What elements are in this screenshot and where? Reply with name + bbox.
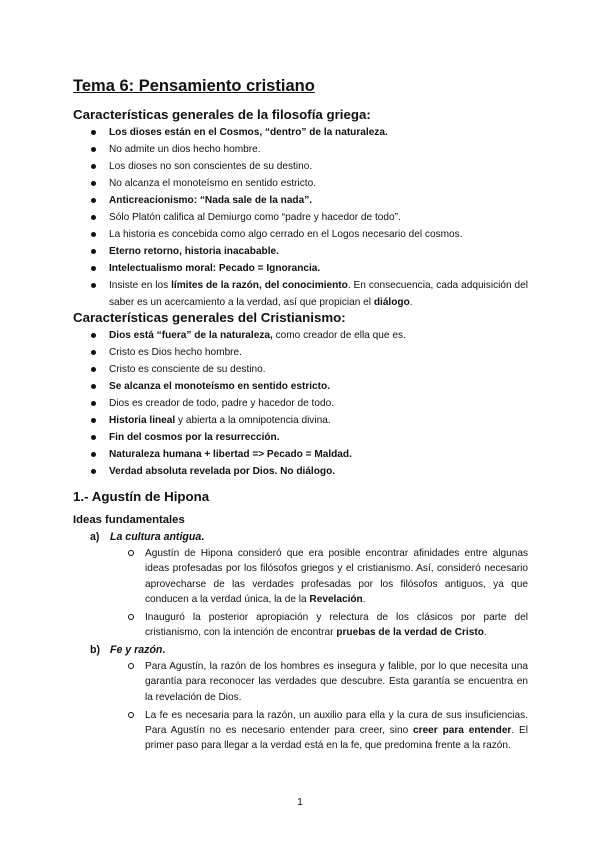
- list-item: Los dioses están en el Cosmos, “dentro” de la naturaleza.: [90, 124, 528, 141]
- item-text: Agustín de Hipona consideró que era posible encontrar afinidades entre algunas ideas profesadas por los filósofos griegos y el cristianismo. Así, consideró necesario aprovecharse de las verdades profesadas por los filósofos antiguos, ya que conducen a la verdad única, la de la: [145, 548, 528, 605]
- point-a-heading: [90, 529, 204, 545]
- list-item: Fin del cosmos por la resurrección.: [90, 429, 528, 446]
- list-item: [128, 546, 528, 607]
- item-text: . El primer paso para llegar a la verdad está en la fe, que predomina frente a la razón.: [145, 725, 528, 752]
- list-item: Dios es creador de todo, padre y hacedor de todo.: [90, 395, 528, 412]
- point-title: Fe y razón: [110, 644, 163, 656]
- list-item: Anticreacionismo: “Nada sale de la nada”.: [90, 192, 528, 209]
- item-text: Insiste en los: [109, 280, 172, 291]
- point-marker: a): [90, 531, 100, 543]
- item-text: La fe es necesaria para la razón, un auxilio para ella y la cura de sus insuficiencias. Para Agustín no es necesario entender para creer, sino: [145, 709, 528, 737]
- section-heading: 1.- Agustín de Hipona: [73, 489, 210, 504]
- point-title: La cultura antigua: [110, 531, 202, 543]
- page-title: Tema 6: Pensamiento cristiano: [73, 77, 315, 95]
- point-b-heading: [90, 642, 165, 658]
- point-a-list: [128, 546, 528, 641]
- christian-heading: Características generales del Cristianismo:: [73, 310, 346, 325]
- item-text: como creador de ella que es.: [272, 330, 406, 341]
- list-item: Cristo es consciente de su destino.: [90, 361, 528, 378]
- list-item: [128, 708, 528, 754]
- list-item: No alcanza el monoteísmo en sentido estricto.: [90, 175, 528, 192]
- list-item: Se alcanza el monoteísmo en sentido estricto.: [90, 378, 528, 395]
- point-title-dot: .: [162, 644, 166, 656]
- item-text: Inauguró la posterior apropiación y relectura de los clásicos por parte del cristianismo, con la intención de encontrar: [145, 612, 528, 639]
- item-text: y abierta a la omnipotencia divina.: [175, 415, 331, 426]
- item-bold-text: Historia lineal: [109, 415, 176, 426]
- list-item: Sólo Platón califica al Demiurgo como “padre y hacedor de todo”.: [90, 209, 528, 226]
- item-bold-text: creer para entender: [413, 725, 512, 737]
- point-marker: b): [90, 644, 100, 656]
- point-title-dot: .: [201, 531, 205, 543]
- item-bold-text: Revelación: [309, 593, 363, 605]
- greek-list: [90, 124, 528, 311]
- item-text: .: [362, 593, 366, 605]
- christian-list: [90, 327, 528, 480]
- point-b-list: [128, 659, 528, 754]
- list-item: Eterno retorno, historia inacabable.: [90, 243, 528, 260]
- page-number: 1: [297, 796, 303, 808]
- subsection-heading: Ideas fundamentales: [73, 514, 185, 526]
- item-bold-text: diálogo: [373, 297, 410, 308]
- list-item: [128, 610, 528, 641]
- list-item: Verdad absoluta revelada por Dios. No diálogo.: [90, 463, 528, 480]
- item-text: .: [483, 627, 487, 639]
- list-item: La historia es concebida como algo cerrado en el Logos necesario del cosmos.: [90, 226, 528, 243]
- list-item: Los dioses no son conscientes de su destino.: [90, 158, 528, 175]
- list-item: Para Agustín, la razón de los hombres es insegura y falible, por lo que necesita una garantía para reconocer las verdades que descubre. Esta garantía se encuentra en la revelación de Dios.: [128, 659, 528, 705]
- list-item: [90, 327, 528, 344]
- item-bold-text: pruebas de la verdad de Cristo: [336, 627, 484, 639]
- item-bold-text: límites de la razón, del conocimiento: [171, 280, 348, 291]
- item-text: .: [409, 297, 413, 308]
- list-item: Intelectualismo moral: Pecado = Ignorancia.: [90, 260, 528, 277]
- list-item: No admite un dios hecho hombre.: [90, 141, 528, 158]
- list-item: Cristo es Dios hecho hombre.: [90, 344, 528, 361]
- item-bold-text: Dios está “fuera” de la naturaleza,: [109, 330, 273, 341]
- item-text: . En consecuencia, cada adquisición del saber es un acercamiento a la verdad, así que propician el: [109, 280, 528, 308]
- greek-heading: Características generales de la filosofía griega:: [73, 107, 371, 122]
- list-item: Naturaleza humana + libertad => Pecado = Maldad.: [90, 446, 528, 463]
- list-item: [90, 412, 528, 429]
- list-item: [90, 277, 528, 311]
